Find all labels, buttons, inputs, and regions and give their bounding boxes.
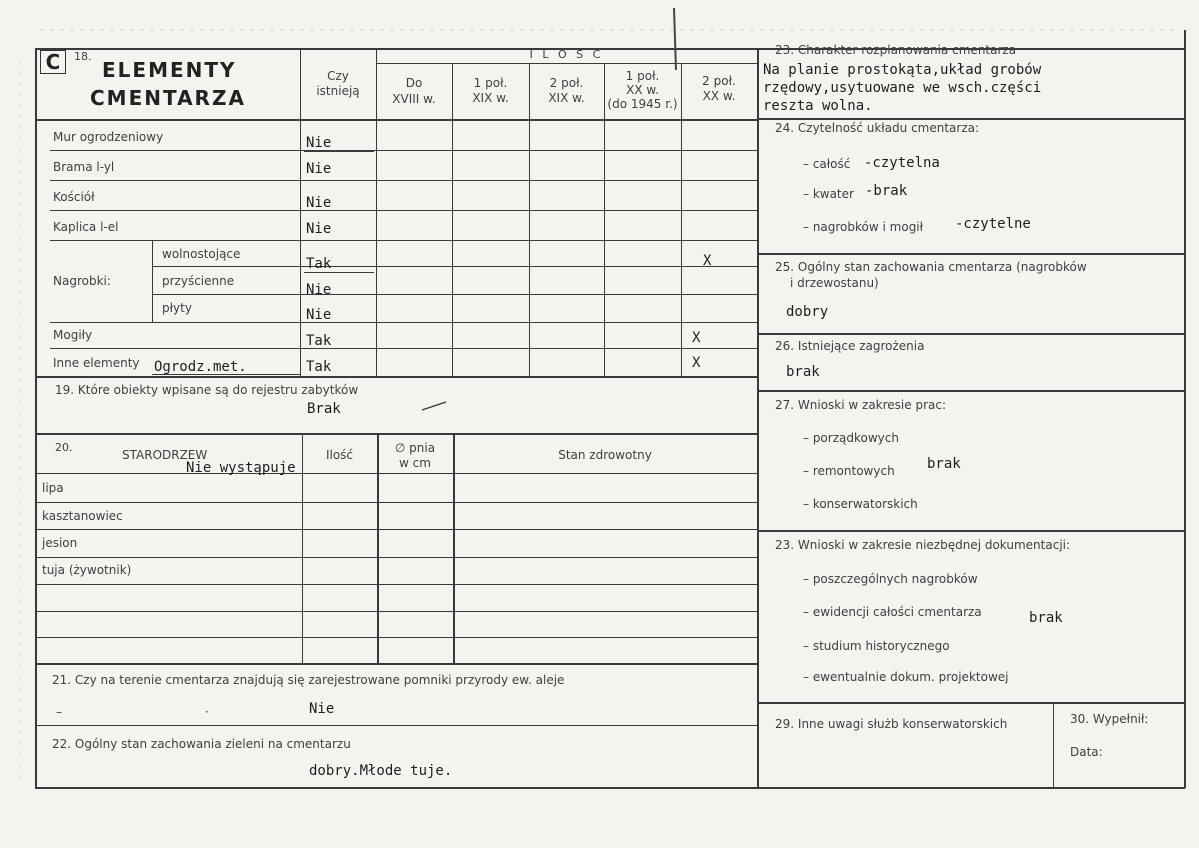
element-exists-mur: Nie [306, 135, 332, 151]
header-col1-line1: Do [405, 76, 423, 90]
q23-label: 23. Charakter rozplanowania cmentarza [775, 43, 1017, 57]
element-label-kaplica: Kaplica l-el [53, 220, 119, 234]
element-label-brama: Brama l-yl [53, 160, 115, 174]
q27-item-remontowych: – remontowych [803, 464, 895, 478]
q20-title: STARODRZEW [122, 448, 208, 462]
tree-tuja: tuja (żywotnik) [42, 563, 132, 577]
element-exists-wolnostojace: Tak [306, 256, 332, 272]
mark-inne-2pol-xx: X [692, 355, 701, 371]
header-col2-line2: XIX w. [472, 91, 509, 105]
header-czy-line2: istnieją [316, 84, 360, 98]
q25-answer: dobry [786, 304, 829, 320]
header-col1-line2: XVIII w. [392, 92, 436, 106]
q24-label: 24. Czytelność układu cmentarza: [775, 121, 980, 135]
element-exists-mogily: Tak [306, 333, 332, 349]
element-exists-przyscienne: Nie [306, 282, 332, 298]
q20-col-ilosc: Ilość [325, 448, 354, 462]
nagrobki-label: Nagrobki: [53, 274, 111, 288]
q30-date-label: Data: [1070, 745, 1103, 759]
q21-answer: Nie [309, 701, 335, 717]
section-title-line2: CMENTARZA [90, 86, 246, 110]
header-col4-line3: (do 1945 r.) [607, 97, 678, 111]
section-letter: C [40, 50, 66, 74]
element-exists-kosciol: Nie [306, 195, 332, 211]
q24-answer-nagrobkow: -czytelne [955, 216, 1031, 232]
q27-label: 27. Wnioski w zakresie prac: [775, 398, 947, 412]
q24-answer-calosc: -czytelna [864, 155, 940, 171]
q22-label: 22. Ogólny stan zachowania zieleni na cmentarzu [52, 737, 351, 751]
q23-answer-line2: rzędowy,usytuowane we wsch.części [763, 80, 1042, 96]
element-extra-inne: Ogrodz.met. [154, 359, 247, 375]
header-ilosc: I L O Ś Ć [529, 48, 604, 61]
q21-dash: – [56, 705, 62, 719]
element-label-wolnostojace: wolnostojące [162, 247, 241, 261]
header-col5-line2: XX w. [702, 89, 736, 103]
q26-answer: brak [786, 364, 820, 380]
section-title-line1: ELEMENTY [102, 58, 237, 82]
element-exists-kaplica: Nie [306, 221, 332, 237]
q28-item-nagrobkow: – poszczególnych nagrobków [803, 572, 978, 586]
q25-label-line1: 25. Ogólny stan zachowania cmentarza (nagrobków [775, 260, 1087, 274]
mark-mogily-2pol-xx: X [692, 330, 701, 346]
q24-answer-kwater: -brak [865, 183, 908, 199]
element-label-mur: Mur ogrodzeniowy [53, 130, 164, 144]
header-col3-line1: 2 poł. [549, 76, 584, 90]
element-label-inne: Inne elementy [53, 356, 140, 370]
tree-kasztanowiec: kasztanowiec [42, 509, 123, 523]
q26-label: 26. Istniejące zagrożenia [775, 339, 925, 353]
q20-col-stan: Stan zdrowotny [558, 448, 652, 462]
q23-answer-line3: reszta wolna. [763, 98, 873, 114]
q22-answer: dobry.Młode tuje. [309, 763, 453, 779]
q19-label: 19. Które obiekty wpisane są do rejestru zabytków [55, 383, 359, 397]
header-col3-line2: XIX w. [548, 91, 585, 105]
mark-wolnostojace-2pol-xx: X [703, 253, 712, 269]
q30-label: 30. Wypełnił: [1070, 712, 1149, 726]
q25-label-line2: i drzewostanu) [790, 276, 879, 290]
q24-item-calosc: – całość [803, 157, 851, 171]
q28-item-studium: – studium historycznego [803, 639, 950, 653]
header-col5-line1: 2 poł. [702, 74, 736, 88]
q29-label: 29. Inne uwagi służb konserwatorskich [775, 717, 1008, 731]
q28-item-projektowej: – ewentualnie dokum. projektowej [803, 670, 1009, 684]
header-czy-line1: Czy [327, 69, 349, 83]
element-exists-plyty: Nie [306, 307, 332, 323]
q24-item-kwater: – kwater [803, 187, 854, 201]
q28-answer: brak [1029, 610, 1063, 626]
element-label-kosciol: Kościół [53, 190, 95, 204]
header-col4-line1: 1 poł. [625, 69, 660, 83]
q23-answer-line1: Na planie prostokąta,układ grobów [763, 62, 1042, 78]
q27-answer: brak [927, 456, 961, 472]
element-exists-inne: Tak [306, 359, 332, 375]
header-col4-line2: XX w. [626, 83, 659, 97]
q20-col-pnia-line2: w cm [399, 456, 431, 470]
q27-item-konserwatorskich: – konserwatorskich [803, 497, 918, 511]
q20-answer: Nie wystąpuje [186, 460, 296, 476]
q28-label: 23. Wnioski w zakresie niezbędnej dokumentacji: [775, 538, 1071, 552]
q27-item-porzadkowych: – porządkowych [803, 431, 899, 445]
element-label-przyscienne: przyścienne [162, 274, 235, 288]
element-label-plyty: płyty [162, 301, 192, 315]
header-col2-line1: 1 poł. [473, 76, 508, 90]
q20-number: 20. [55, 441, 73, 454]
q20-col-pnia-line1: ∅ pnia [394, 441, 436, 455]
q28-item-ewidencji: – ewidencji całości cmentarza [803, 605, 982, 619]
tree-jesion: jesion [42, 536, 78, 550]
element-label-mogily: Mogiły [53, 328, 93, 342]
q24-item-nagrobkow: – nagrobków i mogił [803, 220, 924, 234]
tree-lipa: lipa [42, 481, 64, 495]
section-number: 18. [74, 50, 92, 63]
q21-label: 21. Czy na terenie cmentarza znajdują się zarejestrowane pomniki przyrody ew. aleje [52, 673, 565, 687]
element-exists-brama: Nie [306, 161, 332, 177]
q21-dot: · [205, 705, 209, 719]
q19-answer: Brak [307, 401, 341, 417]
